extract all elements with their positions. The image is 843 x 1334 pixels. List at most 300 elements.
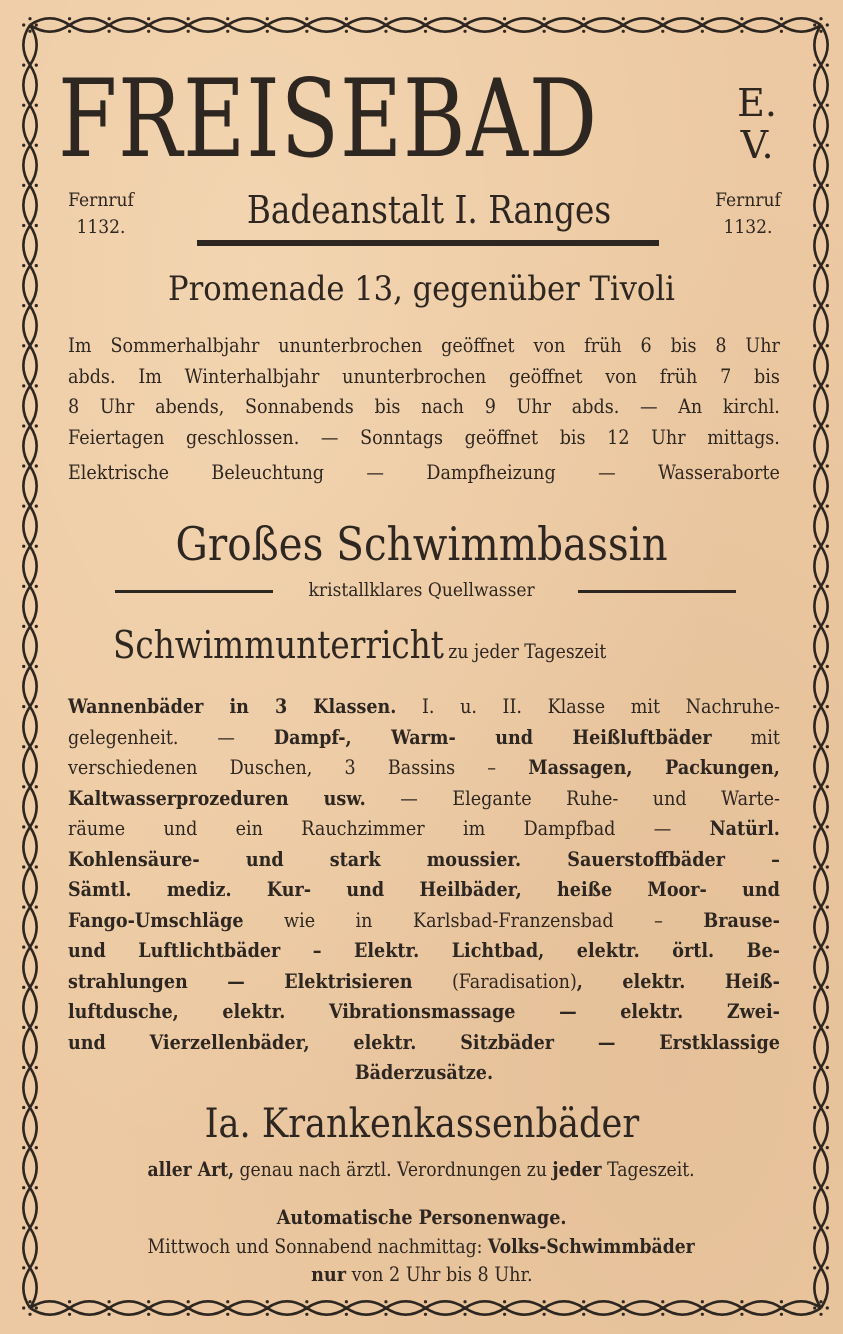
border-dot bbox=[22, 464, 25, 467]
border-dot bbox=[826, 464, 829, 467]
border-dot bbox=[35, 224, 38, 227]
border-dot bbox=[543, 30, 546, 33]
border-dot bbox=[622, 30, 625, 33]
services-line bbox=[68, 814, 780, 845]
border-dot bbox=[813, 505, 816, 508]
border-dot bbox=[780, 17, 783, 20]
services-line bbox=[68, 936, 780, 967]
border-dot bbox=[826, 705, 829, 708]
border-dot bbox=[701, 1300, 704, 1303]
border-dot bbox=[813, 825, 816, 828]
border-dot bbox=[463, 1313, 466, 1316]
amenity-lighting: Elektrische Beleuchtung bbox=[68, 461, 325, 484]
border-dot bbox=[187, 30, 190, 33]
services-line bbox=[68, 997, 780, 1028]
border-dot bbox=[68, 1313, 71, 1316]
border-dot bbox=[826, 144, 829, 147]
border-dot bbox=[226, 17, 229, 20]
border-dot bbox=[22, 264, 25, 267]
border-dot bbox=[22, 785, 25, 788]
phone-right bbox=[708, 187, 789, 241]
border-dot bbox=[813, 464, 816, 467]
border-dot bbox=[22, 1306, 25, 1309]
hours-line: Feiertagen geschlossen. — Sonntags geöffnet bis 12 Uhr mittags. bbox=[68, 425, 780, 449]
border-dot bbox=[582, 1313, 585, 1316]
border-dot bbox=[503, 1300, 506, 1303]
border-dot bbox=[826, 545, 829, 548]
phone-left-label: Fernruf bbox=[68, 189, 134, 211]
border-dot bbox=[35, 1146, 38, 1149]
pool-heading bbox=[58, 514, 785, 574]
border-dot bbox=[826, 1266, 829, 1269]
border-dot bbox=[503, 17, 506, 20]
border-dot bbox=[826, 1306, 829, 1309]
border-dot bbox=[35, 1106, 38, 1109]
border-dot bbox=[384, 30, 387, 33]
border-dot bbox=[147, 1313, 150, 1316]
services-line bbox=[68, 1058, 780, 1089]
border-dot bbox=[35, 946, 38, 949]
lessons-note: zu jeder Tageszeit bbox=[448, 639, 607, 663]
border-dot bbox=[826, 23, 829, 26]
border-dot bbox=[35, 545, 38, 548]
border-dot bbox=[826, 665, 829, 668]
border-dot bbox=[22, 104, 25, 107]
page-title: FREISEBAD bbox=[58, 57, 598, 182]
insurance-run: genau nach ärztl. Verordnungen zu bbox=[234, 1157, 553, 1181]
border-dot bbox=[826, 63, 829, 66]
border-dot bbox=[826, 745, 829, 748]
border-dot bbox=[826, 224, 829, 227]
border-dot bbox=[22, 865, 25, 868]
border-dot bbox=[226, 30, 229, 33]
border-dot bbox=[35, 344, 38, 347]
border-dot bbox=[463, 1300, 466, 1303]
border-dot bbox=[813, 745, 816, 748]
services-bold-run: und Luftlichtbäder – Elektr. Lichtbad, elektr. örtl. Be- bbox=[68, 939, 780, 962]
border-dot bbox=[661, 30, 664, 33]
services-line bbox=[68, 967, 780, 998]
border-dot bbox=[813, 104, 816, 107]
pool-heading-text: Großes Schwimmbassin bbox=[175, 517, 668, 571]
border-dot bbox=[813, 1146, 816, 1149]
border-dot bbox=[35, 264, 38, 267]
border-dot bbox=[35, 23, 38, 26]
border-dot bbox=[813, 545, 816, 548]
border-dot bbox=[28, 1300, 31, 1303]
advertisement bbox=[58, 40, 785, 1300]
border-dot bbox=[826, 986, 829, 989]
border-dot bbox=[813, 264, 816, 267]
border-dot bbox=[826, 865, 829, 868]
border-dot bbox=[813, 144, 816, 147]
public-swim-only: nur bbox=[310, 1262, 346, 1286]
border-dot bbox=[22, 665, 25, 668]
services-bold-run: Kohlensäure- und stark moussier. Sauerstoffbäder – bbox=[68, 847, 780, 871]
services-run: verschiedenen Duschen, 3 Bassins – bbox=[68, 756, 529, 779]
border-dot bbox=[701, 1313, 704, 1316]
border-dot bbox=[22, 745, 25, 748]
border-dot bbox=[22, 1066, 25, 1069]
border-dot bbox=[35, 104, 38, 107]
scale-note-text: Automatische Personenwage. bbox=[276, 1205, 567, 1229]
border-dot bbox=[384, 17, 387, 20]
border-dot bbox=[819, 30, 822, 33]
border-dot bbox=[305, 1313, 308, 1316]
border-dot bbox=[35, 705, 38, 708]
public-swim-days: Mittwoch und Sonnabend nachmittag: bbox=[147, 1234, 489, 1258]
border-dot bbox=[826, 104, 829, 107]
border-dot bbox=[35, 184, 38, 187]
services-bold-run: Natürl. bbox=[709, 817, 780, 840]
border-dot bbox=[187, 1313, 190, 1316]
rule-right bbox=[578, 590, 736, 593]
border-dot bbox=[22, 625, 25, 628]
amenity-toilets: Wasseraborte bbox=[658, 461, 780, 484]
border-dot bbox=[226, 1300, 229, 1303]
border-dot bbox=[780, 1313, 783, 1316]
border-dot bbox=[463, 30, 466, 33]
border-dot bbox=[187, 1300, 190, 1303]
border-dot bbox=[819, 17, 822, 20]
border-dot bbox=[345, 1313, 348, 1316]
border-dot bbox=[147, 17, 150, 20]
border-dot bbox=[68, 17, 71, 20]
border-dot bbox=[813, 63, 816, 66]
services-bold-run: Wannenbäder in 3 Klassen. bbox=[68, 695, 397, 718]
insurance-heading-text: Ia. Krankenkassenbäder bbox=[204, 1101, 639, 1147]
border-dot bbox=[826, 344, 829, 347]
border-dot bbox=[813, 665, 816, 668]
border-dot bbox=[22, 344, 25, 347]
border-dot bbox=[22, 1266, 25, 1269]
border-dot bbox=[68, 30, 71, 33]
border-dot bbox=[503, 1313, 506, 1316]
border-dot bbox=[147, 30, 150, 33]
border-dot bbox=[813, 184, 816, 187]
border-dot bbox=[424, 1313, 427, 1316]
border-dot bbox=[187, 17, 190, 20]
border-dot bbox=[701, 30, 704, 33]
public-swim-line bbox=[58, 1232, 785, 1260]
services-line bbox=[68, 723, 780, 754]
border-dot bbox=[345, 17, 348, 20]
border-dot bbox=[22, 986, 25, 989]
border-dot bbox=[266, 1313, 269, 1316]
border-dot bbox=[424, 17, 427, 20]
border-dot bbox=[826, 424, 829, 427]
phone-left-number: 1132. bbox=[76, 216, 126, 238]
border-dot bbox=[543, 1313, 546, 1316]
border-dot bbox=[740, 1300, 743, 1303]
services-bold-run: Massagen, Packungen, bbox=[528, 756, 780, 779]
border-dot bbox=[22, 384, 25, 387]
services-bold-run: Sämtl. mediz. Kur- und Heilbäder, heiße Moor- und bbox=[68, 878, 780, 901]
border-dot bbox=[826, 785, 829, 788]
border-dot bbox=[622, 1300, 625, 1303]
border-dot bbox=[35, 745, 38, 748]
border-dot bbox=[819, 1300, 822, 1303]
border-dot bbox=[813, 224, 816, 227]
border-dot bbox=[543, 17, 546, 20]
border-dot bbox=[826, 1026, 829, 1029]
border-dot bbox=[22, 184, 25, 187]
border-dot bbox=[740, 1313, 743, 1316]
border-dot bbox=[813, 1106, 816, 1109]
subtitle-underline bbox=[197, 240, 659, 246]
border-dot bbox=[22, 705, 25, 708]
border-dot bbox=[826, 585, 829, 588]
services-bold-run: strahlungen — Elektrisieren bbox=[68, 969, 452, 993]
border-dot bbox=[826, 1186, 829, 1189]
border-dot bbox=[582, 1300, 585, 1303]
border-dot bbox=[35, 304, 38, 307]
border-dot bbox=[108, 17, 111, 20]
border-dot bbox=[813, 1066, 816, 1069]
border-dot bbox=[22, 424, 25, 427]
amenity-heating: Dampfheizung bbox=[426, 461, 556, 484]
subtitle: Badeanstalt I. Ranges bbox=[246, 188, 612, 232]
border-dot bbox=[305, 30, 308, 33]
border-dot bbox=[345, 30, 348, 33]
border-dot bbox=[813, 905, 816, 908]
services-run: (Faradisation) bbox=[451, 969, 577, 993]
border-dot bbox=[813, 384, 816, 387]
border-dot bbox=[35, 1066, 38, 1069]
border-dot bbox=[463, 17, 466, 20]
border-dot bbox=[22, 304, 25, 307]
lessons bbox=[113, 618, 606, 672]
services-bold-run: Dampf-, Warm- und Heißluftbäder bbox=[273, 725, 712, 749]
border-dot bbox=[35, 1026, 38, 1029]
border-dot bbox=[826, 946, 829, 949]
border-dot bbox=[826, 1066, 829, 1069]
border-dot bbox=[661, 1300, 664, 1303]
border-dot bbox=[582, 30, 585, 33]
border-dot bbox=[266, 17, 269, 20]
services-run: räume und ein Rauchzimmer im Dampfbad — bbox=[68, 817, 710, 840]
title-suffix bbox=[737, 82, 777, 166]
insurance-heading bbox=[58, 1097, 785, 1151]
insurance-run: Tageszeit. bbox=[602, 1157, 696, 1181]
border-dot bbox=[226, 1313, 229, 1316]
border-dot bbox=[22, 825, 25, 828]
phone-right-number: 1132. bbox=[723, 216, 773, 238]
services-bold-run: , elektr. Heiß- bbox=[576, 969, 780, 993]
border-dot bbox=[22, 1106, 25, 1109]
border-dot bbox=[813, 344, 816, 347]
services-bold-run: luftdusche, elektr. Vibrationsmassage — elektr. Zwei- bbox=[68, 1000, 780, 1023]
services-line bbox=[68, 906, 780, 937]
suffix-e: E. bbox=[737, 81, 777, 125]
border-dot bbox=[819, 1313, 822, 1316]
border-dot bbox=[35, 785, 38, 788]
services-line bbox=[68, 753, 780, 784]
pool-tagline-text: kristallklares Quellwasser bbox=[308, 579, 535, 601]
border-dot bbox=[813, 946, 816, 949]
border-dot bbox=[813, 785, 816, 788]
border-dot bbox=[826, 625, 829, 628]
border-dot bbox=[826, 264, 829, 267]
border-dot bbox=[35, 424, 38, 427]
border-dot bbox=[108, 1300, 111, 1303]
services-line bbox=[68, 692, 780, 723]
border-dot bbox=[22, 224, 25, 227]
border-dot bbox=[22, 1026, 25, 1029]
insurance-bold-run: aller Art, bbox=[147, 1157, 235, 1181]
hours-line: 8 Uhr abends, Sonnabends bis nach 9 Uhr abds. — An kirchl. bbox=[68, 395, 780, 418]
border-dot bbox=[22, 144, 25, 147]
border-dot bbox=[22, 23, 25, 26]
border-dot bbox=[35, 1266, 38, 1269]
border-dot bbox=[35, 1306, 38, 1309]
amenities bbox=[68, 458, 780, 489]
border-dot bbox=[740, 17, 743, 20]
border-dot bbox=[813, 1266, 816, 1269]
border-dot bbox=[22, 1186, 25, 1189]
border-dot bbox=[543, 1300, 546, 1303]
border-dot bbox=[813, 23, 816, 26]
border-dot bbox=[35, 625, 38, 628]
services-line bbox=[68, 845, 780, 876]
border-dot bbox=[22, 1226, 25, 1229]
phone-left bbox=[61, 187, 142, 241]
services-line bbox=[68, 875, 780, 906]
border-dot bbox=[35, 585, 38, 588]
border-dot bbox=[813, 585, 816, 588]
border-dot bbox=[345, 1300, 348, 1303]
border-dot bbox=[35, 825, 38, 828]
border-dot bbox=[35, 1186, 38, 1189]
border-dot bbox=[826, 1226, 829, 1229]
services-bold-run: und Vierzellenbäder, elektr. Sitzbäder — Erstklassige bbox=[68, 1030, 780, 1054]
opening-hours bbox=[68, 331, 780, 453]
border-dot bbox=[826, 905, 829, 908]
border-dot bbox=[35, 665, 38, 668]
border-dot bbox=[22, 1146, 25, 1149]
border-dot bbox=[701, 17, 704, 20]
border-dot bbox=[22, 946, 25, 949]
border-dot bbox=[503, 30, 506, 33]
border-dot bbox=[826, 1106, 829, 1109]
border-dot bbox=[622, 1313, 625, 1316]
border-dot bbox=[22, 585, 25, 588]
border-dot bbox=[147, 1300, 150, 1303]
scale-note bbox=[58, 1202, 785, 1232]
border-dot bbox=[813, 1226, 816, 1229]
public-swim-time: von 2 Uhr bis 8 Uhr. bbox=[345, 1262, 533, 1286]
suffix-v: V. bbox=[740, 123, 774, 167]
lessons-heading: Schwimmunterricht bbox=[113, 623, 444, 667]
border-dot bbox=[35, 905, 38, 908]
services-bold-run: Fango-Umschläge bbox=[68, 908, 244, 932]
border-dot bbox=[813, 1306, 816, 1309]
border-dot bbox=[22, 63, 25, 66]
border-dot bbox=[266, 1300, 269, 1303]
border-dot bbox=[35, 384, 38, 387]
border-dot bbox=[813, 705, 816, 708]
border-dot bbox=[266, 30, 269, 33]
border-dot bbox=[661, 1313, 664, 1316]
border-dot bbox=[780, 30, 783, 33]
services-run: wie in Karlsbad-Franzensbad – bbox=[243, 908, 704, 932]
border-dot bbox=[35, 865, 38, 868]
border-dot bbox=[35, 464, 38, 467]
amenities-line bbox=[68, 458, 780, 489]
services-run: mit bbox=[711, 725, 780, 749]
services-line bbox=[68, 1028, 780, 1059]
masthead bbox=[58, 57, 785, 182]
border-dot bbox=[424, 1300, 427, 1303]
dash: — bbox=[598, 461, 616, 484]
services-line bbox=[68, 784, 780, 815]
hours-line: Im Sommerhalbjahr ununterbrochen geöffnet von früh 6 bis 8 Uhr bbox=[68, 334, 780, 357]
services-bold-run: Brause- bbox=[703, 908, 780, 932]
border-dot bbox=[22, 905, 25, 908]
border-dot bbox=[622, 17, 625, 20]
border-dot bbox=[108, 1313, 111, 1316]
border-dot bbox=[28, 30, 31, 33]
border-dot bbox=[22, 545, 25, 548]
services-run: — Elegante Ruhe- und Warte- bbox=[365, 786, 780, 810]
border-dot bbox=[35, 1226, 38, 1229]
border-dot bbox=[780, 1300, 783, 1303]
border-dot bbox=[826, 384, 829, 387]
border-dot bbox=[384, 1300, 387, 1303]
border-dot bbox=[826, 1146, 829, 1149]
services-run: I. u. II. Klasse mit Nachruhe- bbox=[396, 695, 780, 718]
services-bold-run: Kaltwasserprozeduren usw. bbox=[68, 786, 366, 810]
border-dot bbox=[813, 986, 816, 989]
border-dot bbox=[305, 17, 308, 20]
phone-right-label: Fernruf bbox=[715, 189, 781, 211]
hours-line: abds. Im Winterhalbjahr ununterbrochen geöffnet von früh 7 bis bbox=[68, 364, 780, 388]
border-dot bbox=[108, 30, 111, 33]
insurance-line bbox=[58, 1154, 785, 1184]
border-dot bbox=[35, 505, 38, 508]
border-dot bbox=[68, 1300, 71, 1303]
border-dot bbox=[35, 63, 38, 66]
dash: — bbox=[366, 461, 384, 484]
border-dot bbox=[661, 17, 664, 20]
border-dot bbox=[35, 144, 38, 147]
border-dot bbox=[826, 304, 829, 307]
border-dot bbox=[813, 1026, 816, 1029]
border-dot bbox=[28, 17, 31, 20]
public-swim-label: Volks-Schwimmbäder bbox=[488, 1234, 696, 1258]
public-swim-hours bbox=[58, 1260, 785, 1288]
border-dot bbox=[22, 505, 25, 508]
border-dot bbox=[582, 17, 585, 20]
insurance-bold-run: jeder bbox=[552, 1157, 603, 1181]
services-run: gelegenheit. — bbox=[68, 725, 274, 749]
border-dot bbox=[813, 1186, 816, 1189]
border-dot bbox=[813, 625, 816, 628]
border-dot bbox=[826, 825, 829, 828]
border-dot bbox=[424, 30, 427, 33]
services-bold-run: Bäderzusätze. bbox=[354, 1061, 494, 1084]
address: Promenade 13, gegenüber Tivoli bbox=[168, 269, 675, 309]
border-dot bbox=[740, 30, 743, 33]
border-dot bbox=[35, 986, 38, 989]
border-dot bbox=[384, 1313, 387, 1316]
services-list bbox=[68, 692, 780, 1089]
border-dot bbox=[305, 1300, 308, 1303]
border-dot bbox=[813, 424, 816, 427]
border-dot bbox=[813, 865, 816, 868]
border-dot bbox=[28, 1313, 31, 1316]
border-dot bbox=[826, 184, 829, 187]
